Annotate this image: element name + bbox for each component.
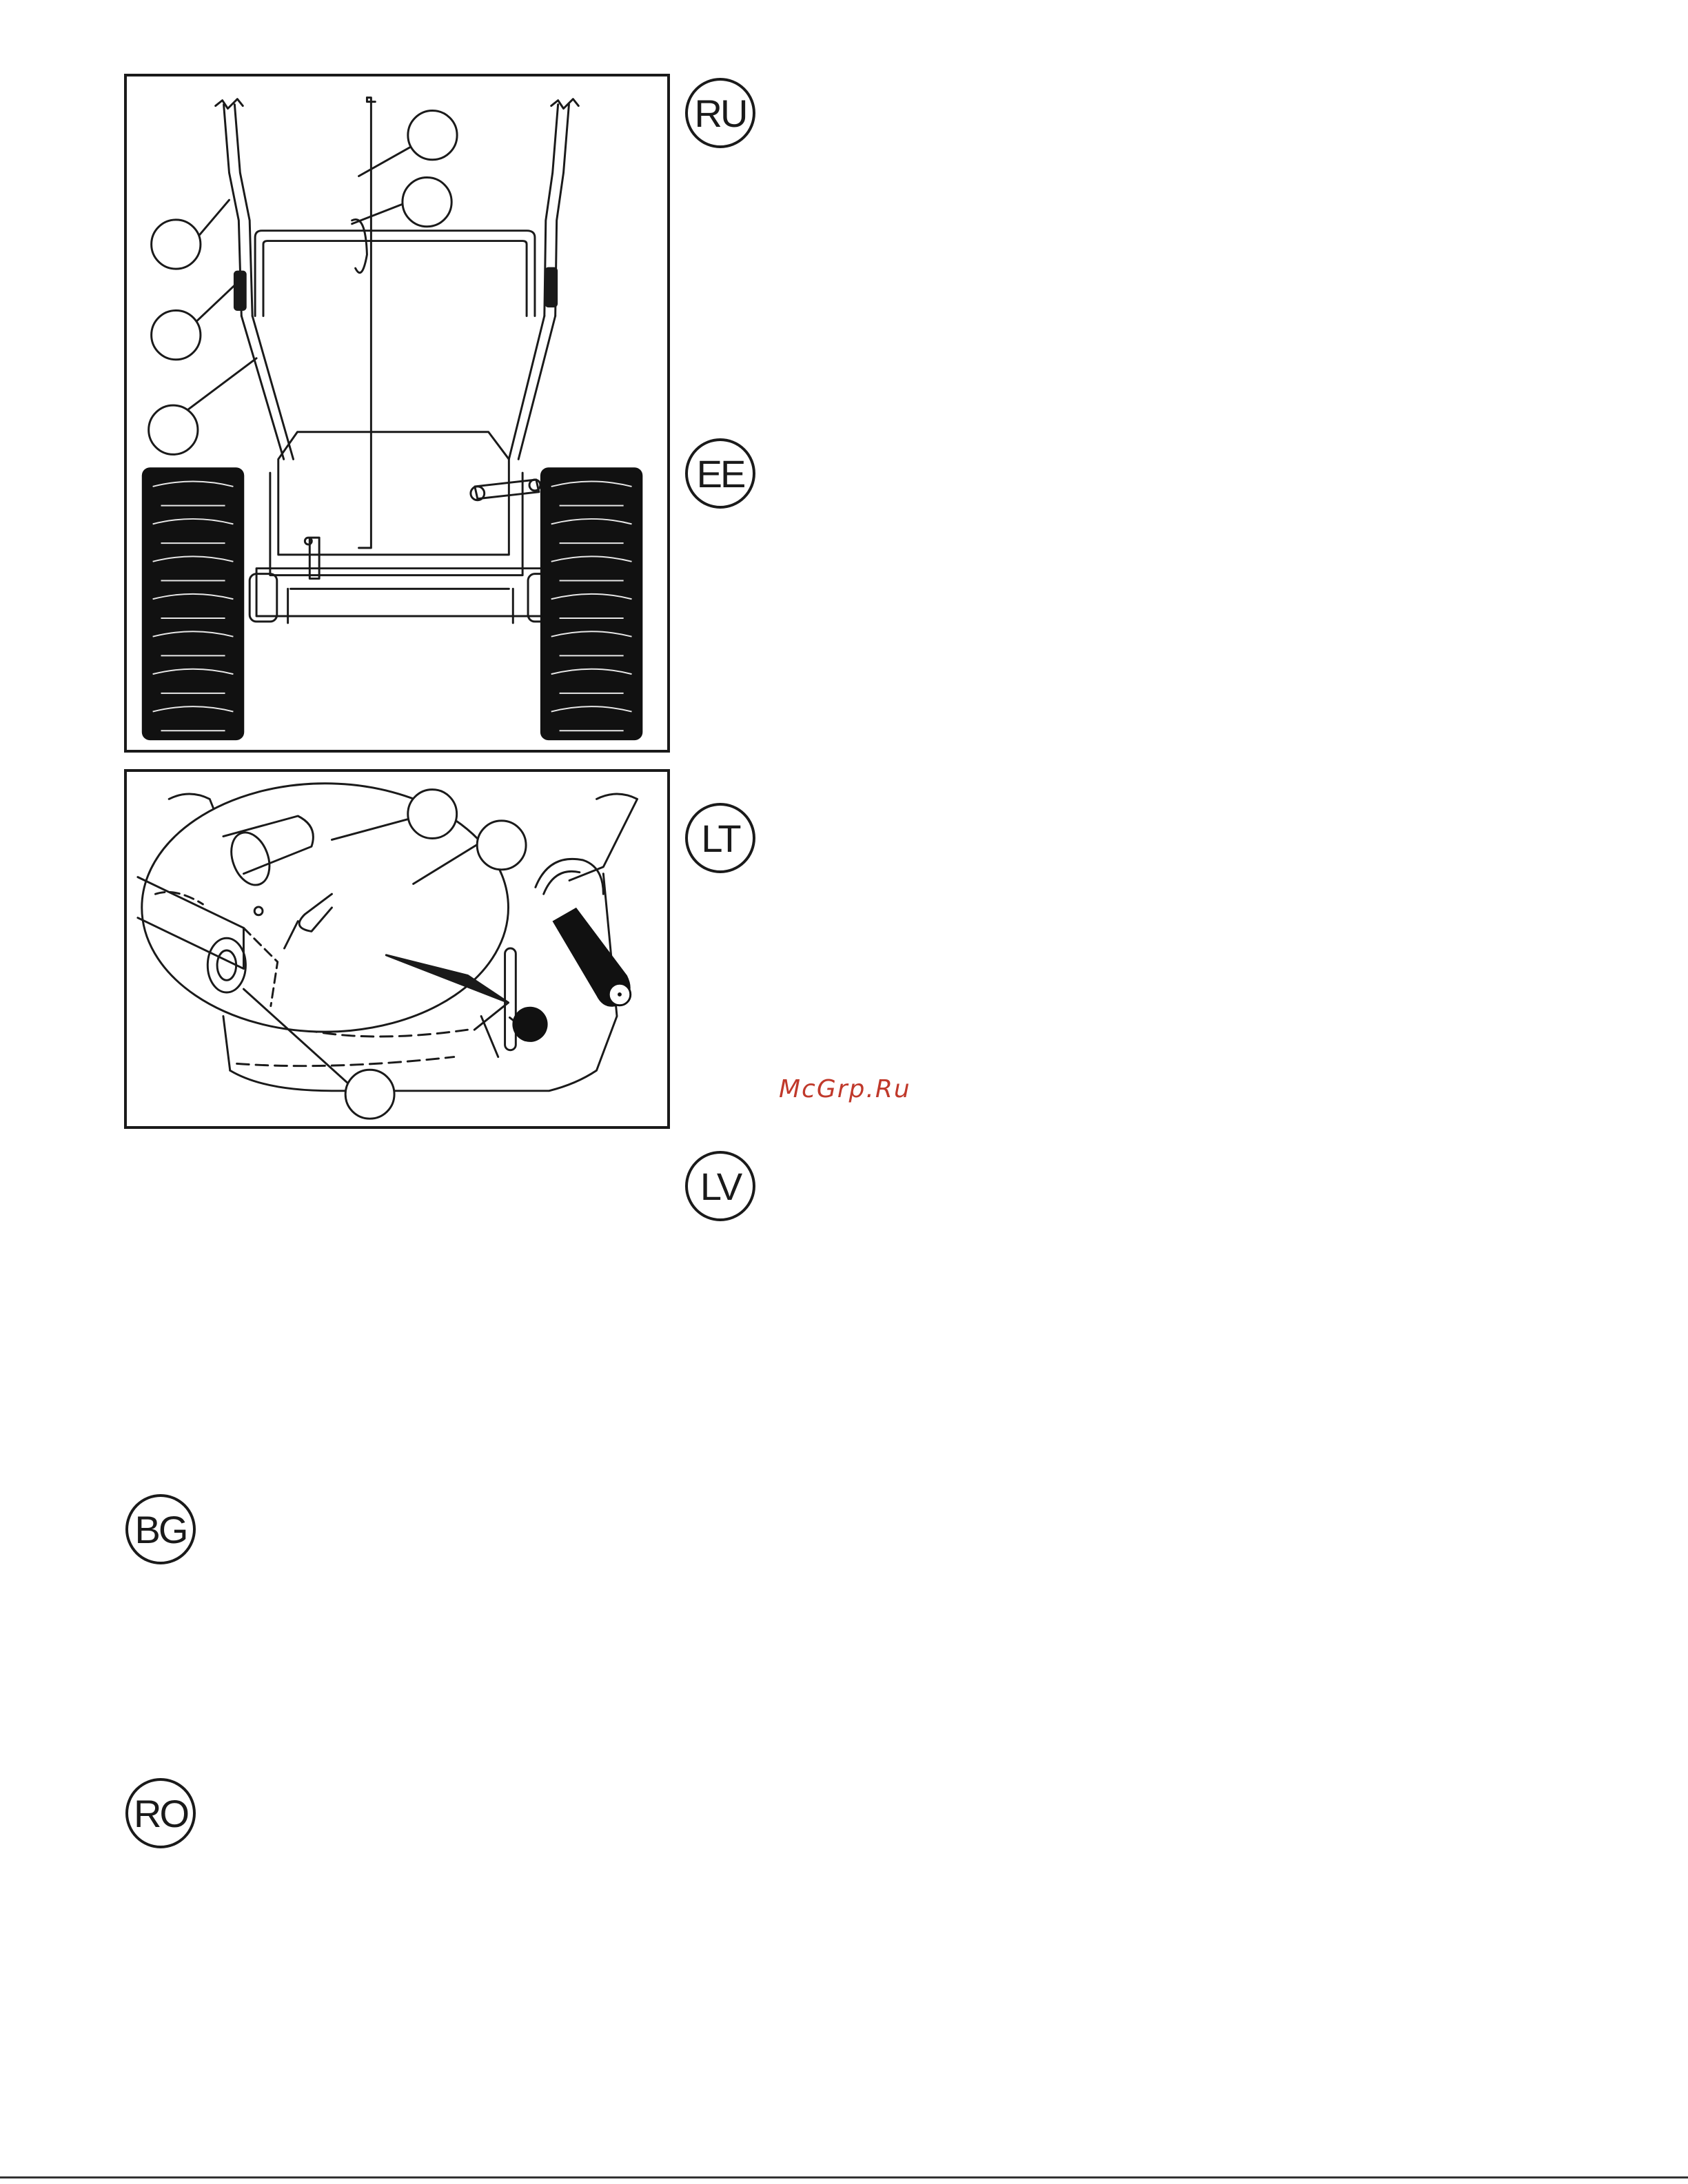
language-badge-lv: LV (685, 1151, 755, 1221)
callout-7 (477, 821, 526, 870)
callout-3 (149, 405, 198, 454)
machine-illustration (127, 76, 667, 750)
callout-8 (345, 1070, 394, 1119)
language-badge-bg: BG (125, 1494, 196, 1564)
callout-4 (408, 110, 457, 159)
right-track (540, 467, 642, 740)
figure-chute-pin-detail (124, 769, 670, 1129)
left-track (142, 467, 244, 740)
chute-illustration (127, 772, 667, 1126)
callout-1 (152, 220, 201, 269)
language-badge-ee: EE (685, 438, 755, 509)
page-bottom-rule (0, 2176, 1688, 2178)
callout-6 (408, 790, 457, 839)
watermark-text: McGrp.Ru (779, 1075, 911, 1103)
crank-grip (512, 908, 630, 1042)
callout-5 (403, 177, 451, 226)
language-badge-ru: RU (685, 78, 755, 148)
language-badge-ro: RO (125, 1778, 196, 1848)
figure-machine-rear-view (124, 74, 670, 753)
language-badge-lt: LT (685, 803, 755, 873)
callout-2 (152, 311, 201, 360)
